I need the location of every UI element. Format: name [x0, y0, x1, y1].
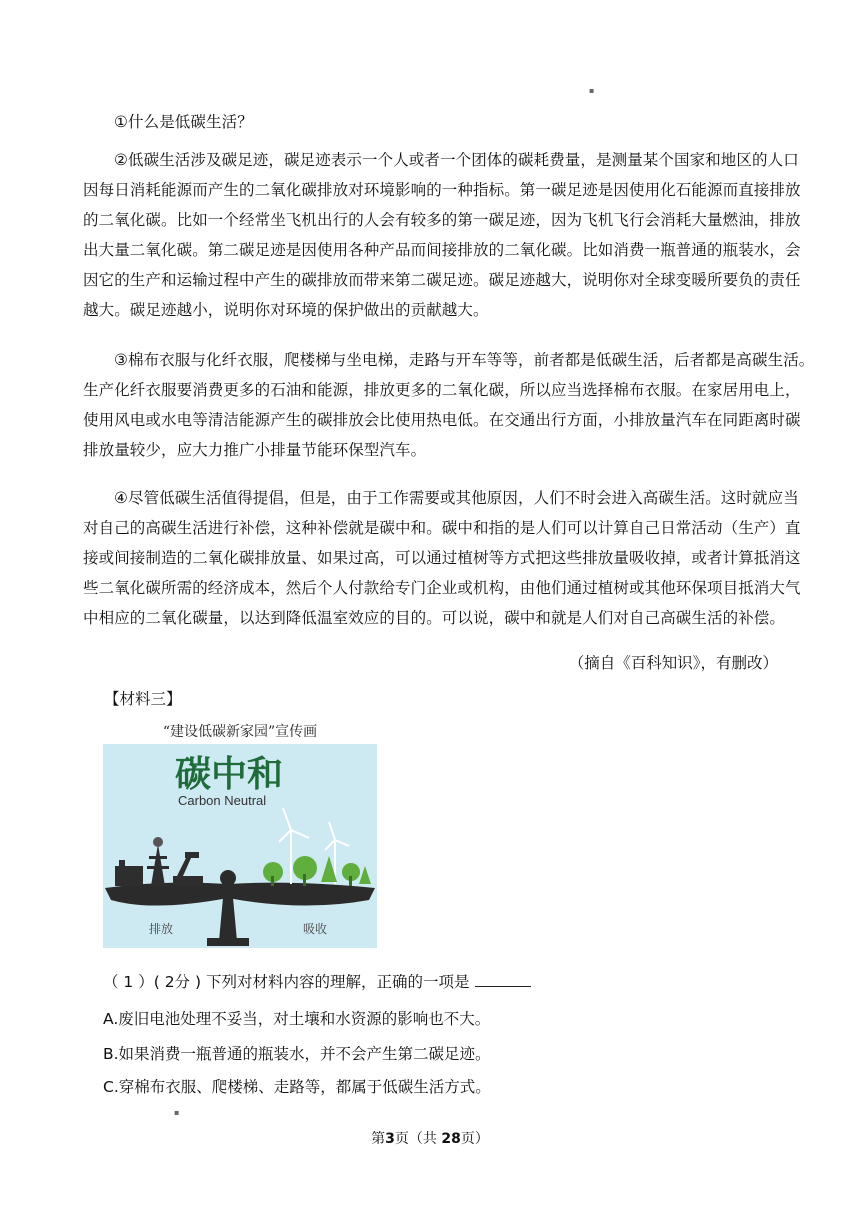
option-b: B.如果消费一瓶普通的瓶装水，并不会产生第二碳足迹。	[103, 1045, 491, 1063]
text-line: 排放量较少，应大力推广小排量节能环保型汽车。	[83, 441, 427, 459]
stray-dot: ▪	[174, 1108, 180, 1117]
paragraph-1	[83, 107, 779, 137]
text-line: ①什么是低碳生活？	[114, 113, 253, 131]
page-footer	[0, 1128, 860, 1148]
text-line: 出大量二氧化碳。第二碳足迹是因使用各种产品而间接排放的二氧化碳。比如消费一瓶普通的瓶装水，会	[83, 241, 801, 259]
option-c: C.穿棉布衣服、爬楼梯、走路等，都属于低碳生活方式。	[103, 1078, 491, 1096]
question-stem	[103, 970, 531, 992]
text-line: 因它的生产和运输过程中产生的碳排放而带来第二碳足迹。碳足迹越大，说明你对全球变暖所要负的责任	[83, 271, 801, 289]
text-line: 生产化纤衣服要消费更多的石油和能源，排放更多的二氧化碳，所以应当选择棉布衣服。在家居用电上，	[83, 381, 801, 399]
poster-caption: “建设低碳新家园”宣传画	[162, 724, 318, 740]
text-line: ④尽管低碳生活值得提倡，但是，由于工作需要或其他原因，人们不时会进入高碳生活。这时就应当	[114, 489, 799, 507]
question-stem-text: （ 1 ）( 2分 ) 下列对材料内容的理解，正确的一项是	[103, 973, 470, 991]
paragraph-3	[83, 345, 815, 465]
footer-page-number: 3	[385, 1131, 395, 1147]
text-line: ③棉布衣服与化纤衣服，爬楼梯与坐电梯，走路与开车等等，前者都是低碳生活，后者都是高碳生活。	[114, 351, 815, 369]
paragraph-2	[83, 145, 801, 325]
stray-dot: ▪	[589, 86, 595, 95]
paragraph-4	[83, 483, 801, 633]
text-line: 的二氧化碳。比如一个经常坐飞机出行的人会有较多的第一碳足迹，因为飞机飞行会消耗大量燃油，排放	[83, 211, 801, 229]
answer-blank	[475, 972, 531, 987]
text-line: ②低碳生活涉及碳足迹，碳足迹表示一个人或者一个团体的碳耗费量，是测量某个国家和地区的人口	[114, 151, 799, 169]
scale-right-label: 吸收	[303, 922, 328, 936]
source-citation: （摘自《百科知识》，有删改）	[568, 654, 778, 672]
scale-left-label: 排放	[149, 922, 174, 936]
poster-illustration	[103, 716, 377, 948]
text-line: 使用风电或水电等清洁能源产生的碳排放会比使用热电低。在交通出行方面，小排放量汽车在同距离时碳	[83, 411, 801, 429]
text-line: 对自己的高碳生活进行补偿，这种补偿就是碳中和。碳中和指的是人们可以计算自己日常活动（生产）直	[83, 519, 801, 537]
text-line: 越大。碳足迹越小，说明你对环境的保护做出的贡献越大。	[83, 301, 489, 319]
option-a: A.废旧电池处理不妥当，对土壤和水资源的影响也不大。	[103, 1010, 491, 1028]
footer-suffix: 页）	[460, 1131, 489, 1147]
text-line: 中相应的二氧化碳量，以达到降低温室效应的目的。可以说，碳中和就是人们对自己高碳生活的补偿。	[83, 609, 786, 627]
poster-subtitle: Carbon Neutral	[178, 793, 267, 808]
text-line: 些二氧化碳所需的经济成本，然后个人付款给专门企业或机构，由他们通过植树或其他环保项目抵消大气	[83, 579, 801, 597]
footer-prefix: 第	[371, 1131, 386, 1147]
text-line: 接或间接制造的二氧化碳排放量、如果过高，可以通过植树等方式把这些排放量吸收掉，或者计算抵消这	[83, 549, 801, 567]
text-line: 因每日消耗能源而产生的二氧化碳排放对环境影响的一种指标。第一碳足迹是因使用化石能源而直接排放	[83, 181, 801, 199]
footer-mid: 页（共	[394, 1131, 442, 1147]
poster-title: 碳中和	[175, 754, 284, 795]
carbon-neutral-poster	[103, 716, 377, 948]
material-label: 【材料三】	[104, 690, 182, 708]
footer-total-pages: 28	[441, 1131, 461, 1147]
